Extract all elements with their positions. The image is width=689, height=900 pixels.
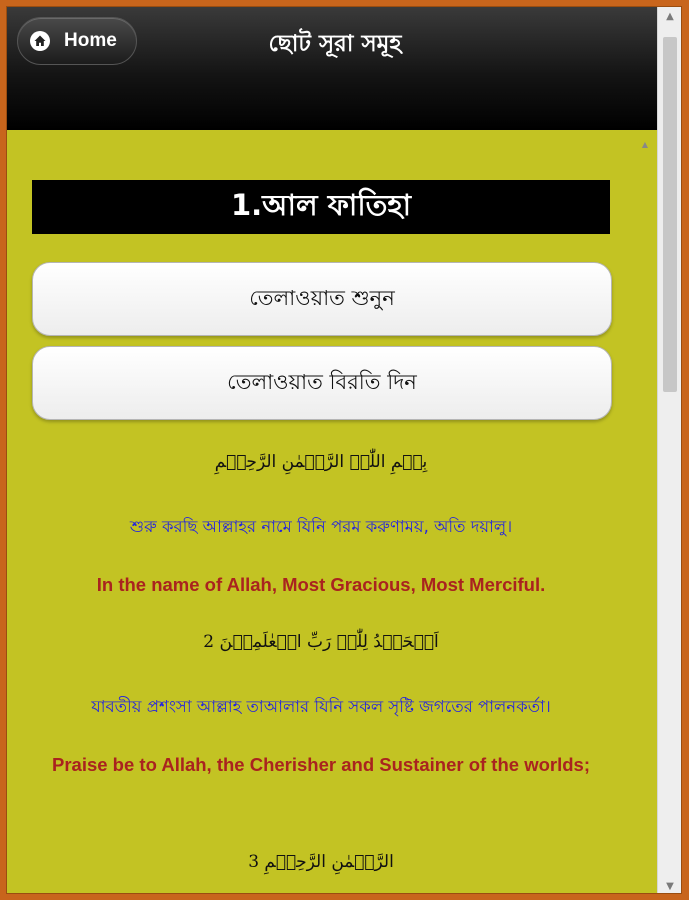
home-icon bbox=[30, 31, 50, 51]
scrollbar[interactable] bbox=[657, 7, 682, 894]
verse-2-english: Praise be to Allah, the Cherisher and Sustainer of the worlds; bbox=[52, 754, 590, 775]
play-recitation-button[interactable]: তেলাওয়াত শুনুন bbox=[32, 262, 612, 336]
scrollbar-thumb[interactable] bbox=[663, 37, 677, 392]
verse-3-arabic: الرَّحۡمٰنِ الرَّحِیۡمِ 3 bbox=[248, 852, 394, 872]
verse-1-english: In the name of Allah, Most Gracious, Most Merciful. bbox=[96, 574, 546, 595]
verse-1-arabic: بِسۡمِ اللّٰہِ الرَّحۡمٰنِ الرَّحِیۡمِ bbox=[214, 452, 428, 472]
verse-1-bangla: শুরু করছি আল্লাহর নামে যিনি পরম করুণাময়, অতি দয়ালু। bbox=[129, 517, 513, 536]
page-title: ছোট সূরা সমূহ bbox=[268, 31, 402, 57]
home-button[interactable] bbox=[17, 17, 137, 65]
content-area bbox=[7, 130, 657, 894]
header-bar bbox=[7, 7, 657, 130]
chevron-down-icon[interactable]: ▼ bbox=[666, 880, 674, 892]
home-label: Home bbox=[64, 30, 117, 51]
inner-scroll-up-icon: ▲ bbox=[641, 140, 649, 149]
stop-recitation-button[interactable]: তেলাওয়াত বিরতি দিন bbox=[32, 346, 612, 420]
verse-2-arabic: اَلۡحَمۡدُ لِلّٰہِ رَبِّ الۡعٰلَمِیۡنَ 2 bbox=[203, 632, 439, 652]
chevron-up-icon[interactable]: ▲ bbox=[666, 10, 674, 22]
sura-title: 1.আল ফাতিহা bbox=[32, 180, 610, 234]
app-window bbox=[6, 6, 682, 894]
verse-2-bangla: যাবতীয় প্রশংসা আল্লাহ তাআলার যিনি সকল সৃষ্টি জগতের পালনকর্তা। bbox=[91, 697, 551, 716]
